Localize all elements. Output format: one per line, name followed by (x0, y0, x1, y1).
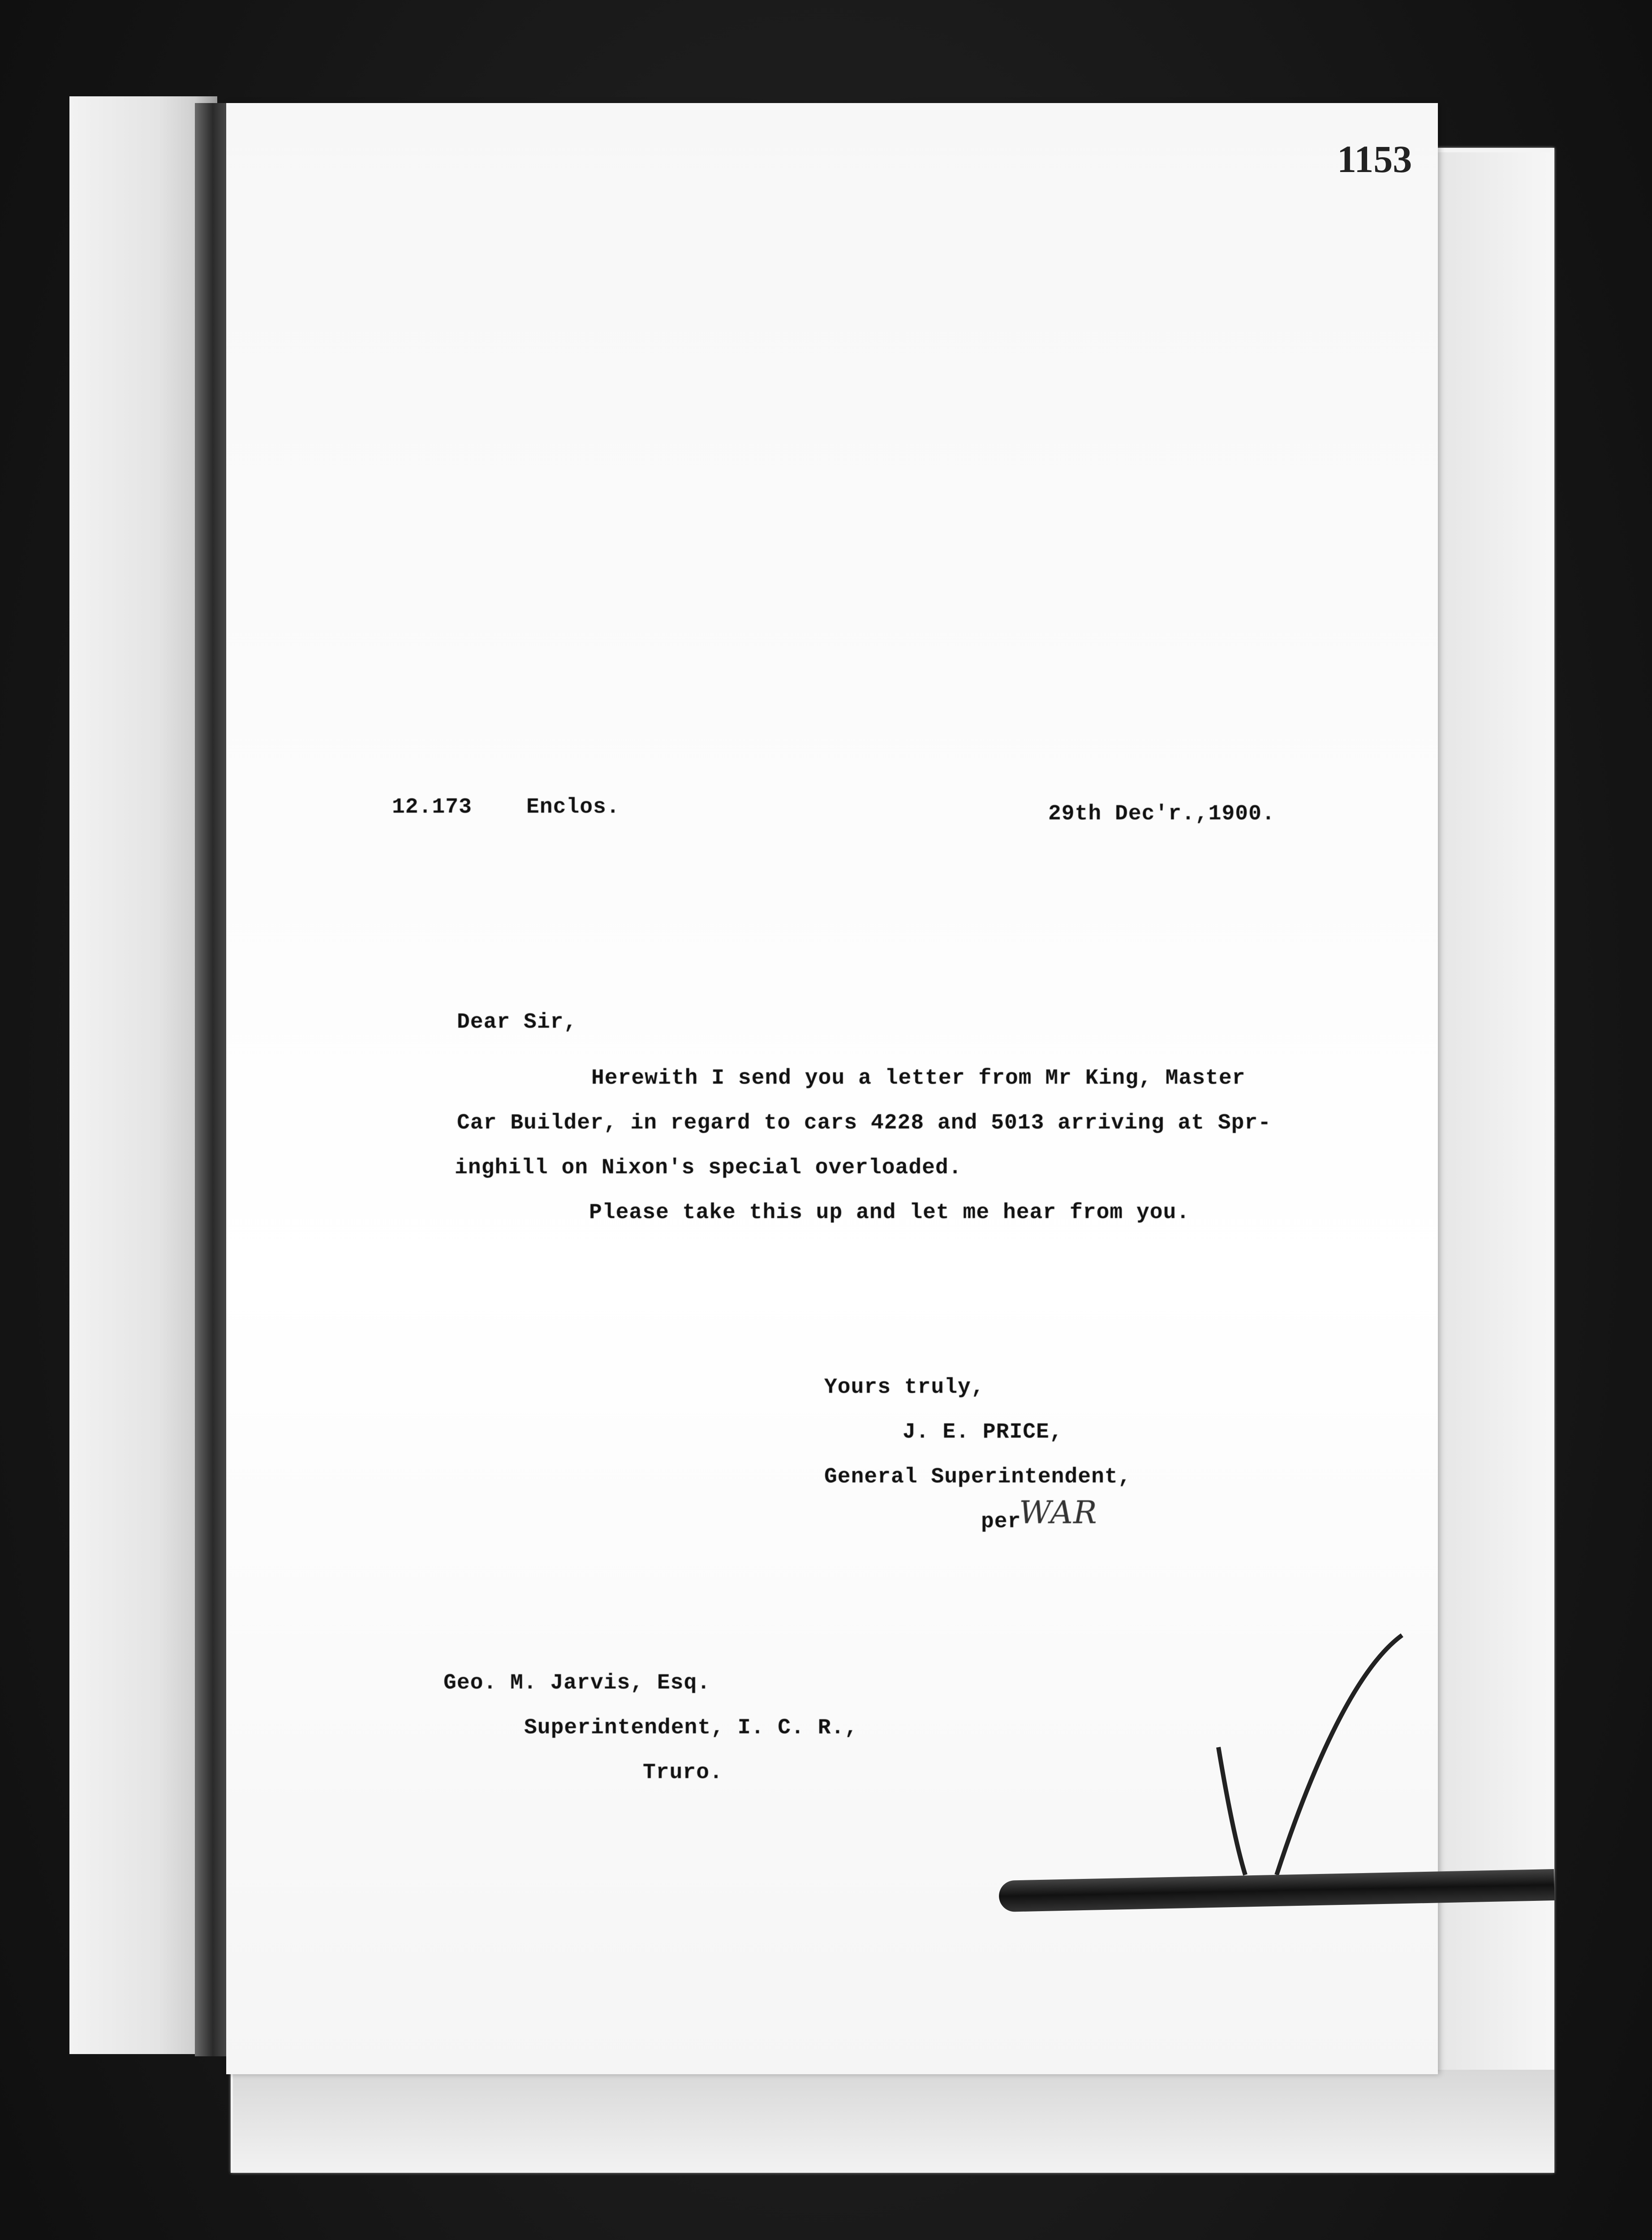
right-page-edge (1438, 152, 1550, 2079)
recipient-line-1: Geo. M. Jarvis, Esq. (443, 1671, 711, 1695)
recipient-line-2: Superintendent, I. C. R., (524, 1716, 858, 1740)
signer-name: J. E. PRICE, (903, 1420, 1063, 1444)
body-line-1: Herewith I send you a letter from Mr King, Master (591, 1066, 1246, 1090)
letter-date: 29th Dec'r.,1900. (1048, 802, 1275, 826)
closing: Yours truly, (824, 1375, 985, 1400)
signer-title: General Superintendent, (824, 1465, 1131, 1489)
per-initials-signature: WAR (1019, 1494, 1097, 1531)
recipient-line-3: Truro. (643, 1761, 723, 1785)
per-label: per (981, 1510, 1021, 1534)
folio-number: 1153 (1337, 138, 1412, 181)
binding-shadow (195, 103, 231, 2056)
enclosure-note: Enclos. (526, 795, 620, 819)
body-line-2: Car Builder, in regard to cars 4228 and 5013 arriving at Spr- (457, 1111, 1272, 1135)
reference-number: 12.173 (392, 795, 472, 819)
body-line-4: Please take this up and let me hear from you. (589, 1201, 1190, 1225)
body-line-3: inghill on Nixon's special overloaded. (455, 1156, 962, 1180)
bottom-page-edge (233, 2070, 1554, 2173)
page-clip-wire (1209, 1631, 1411, 1882)
salutation: Dear Sir, (457, 1010, 577, 1034)
